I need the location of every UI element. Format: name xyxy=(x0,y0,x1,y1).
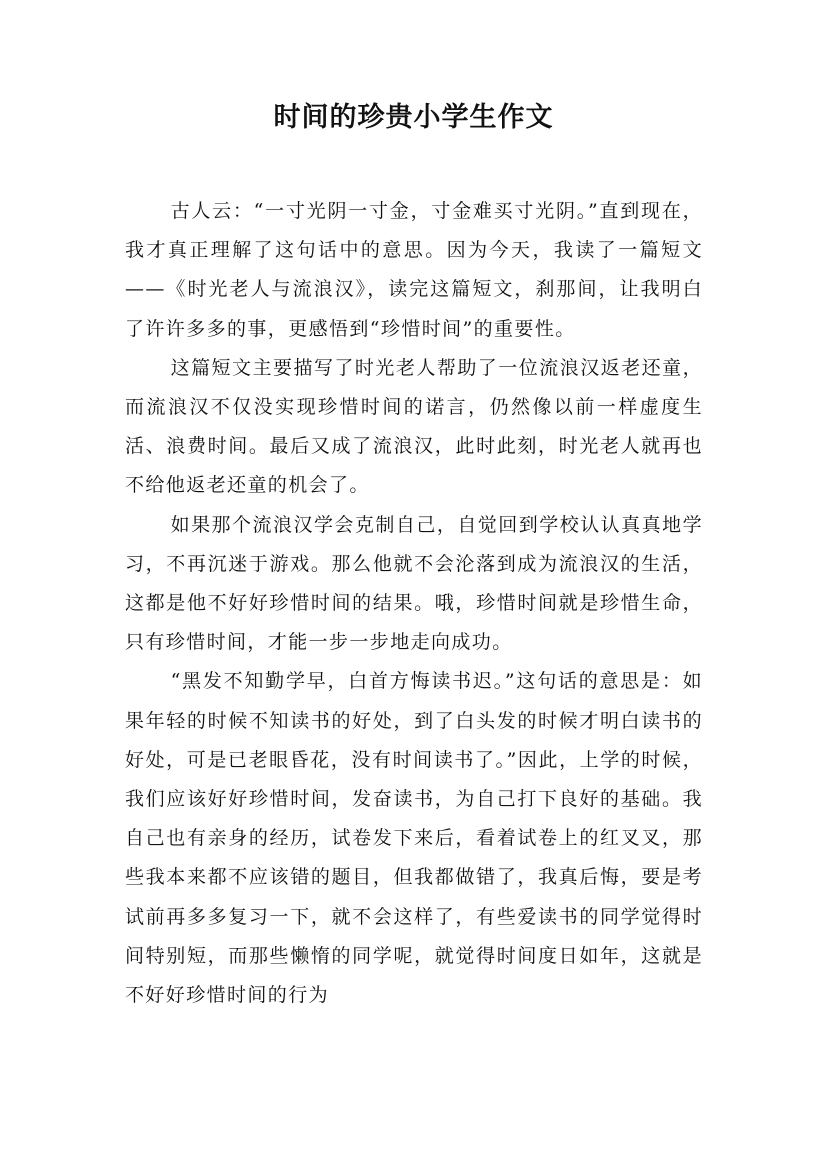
document-body xyxy=(125,192,703,1015)
paragraph-4: “黑发不知勤学早，白首方悔读书迟。”这句话的意思是：如果年轻的时候不知读书的好处，到了白头发的时候才明白读书的好处，可是已老眼昏花，没有时间读书了。”因此，上学的时候，我们应该好好珍惜时间，发奋读书，为自己打下良好的基础。我自己也有亲身的经历，试卷发下来后，看着试卷上的红叉叉，那些我本来都不应该错的题目，但我都做错了，我真后悔，要是考试前再多多复习一下，就不会这样了，有些爱读书的同学觉得时间特别短，而那些懒惰的同学呢，就觉得时间度日如年，这就是不好好珍惜时间的行为 xyxy=(125,670,703,1007)
document-title: 时间的珍贵小学生作文 xyxy=(273,102,554,133)
paragraph-3: 如果那个流浪汉学会克制自己，自觉回到学校认认真真地学习，不再沉迷于游戏。那么他就不会沦落到成为流浪汉的生活，这都是他不好好珍惜时间的结果。哦，珍惜时间就是珍惜生命，只有珍惜时间，才能一步一步地走向成功。 xyxy=(125,513,703,654)
paragraph-1: 古人云：“一寸光阴一寸金，寸金难买寸光阴。”直到现在，我才真正理解了这句话中的意思。因为今天，我读了一篇短文——《时光老人与流浪汉》，读完这篇短文，刹那间，让我明白了许许多多的事，更感悟到“珍惜时间”的重要性。 xyxy=(125,200,703,340)
paragraph-2: 这篇短文主要描写了时光老人帮助了一位流浪汉返老还童，而流浪汉不仅没实现珍惜时间的诺言，仍然像以前一样虚度生活、浪费时间。最后又成了流浪汉，此时此刻，时光老人就再也不给他返老还童的机会了。 xyxy=(125,356,703,497)
